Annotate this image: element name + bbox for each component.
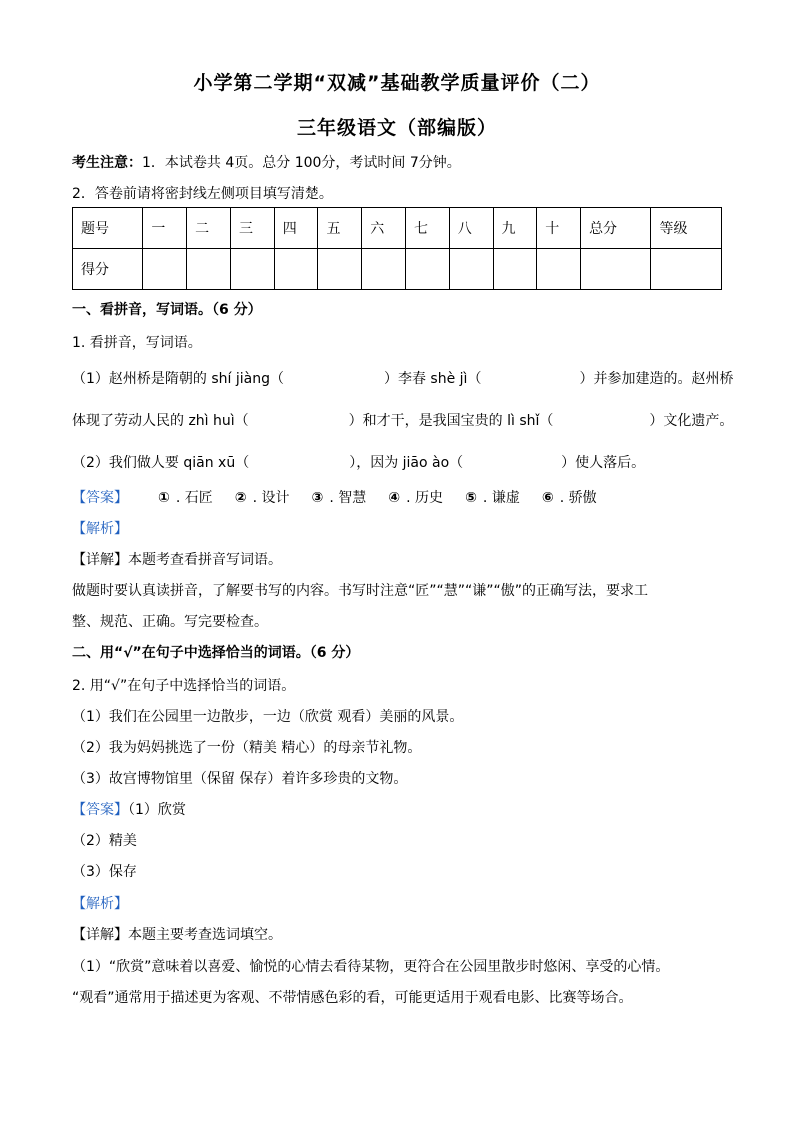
score-input-cell[interactable] <box>406 249 450 290</box>
table-cell: 得分 <box>73 249 143 290</box>
table-cell: 二 <box>187 208 231 249</box>
section-2-heading: 二、用“√”在句子中选择恰当的词语。（6 分） <box>72 645 360 661</box>
score-input-cell[interactable] <box>274 249 318 290</box>
score-input-cell[interactable] <box>651 249 722 290</box>
table-cell: 等级 <box>651 208 722 249</box>
answer-number: ③ <box>311 490 324 506</box>
answer-number: ① <box>158 490 170 506</box>
notice-line-2: 2．答卷前请将密封线左侧项目填写清楚。 <box>72 186 333 202</box>
score-input-cell[interactable] <box>143 249 187 290</box>
score-input-cell[interactable] <box>318 249 362 290</box>
question-1-title: 1. 看拼音，写词语。 <box>72 335 202 351</box>
question-1-line-1 <box>72 368 733 388</box>
answer-number: ④ <box>388 490 401 506</box>
table-cell: 七 <box>406 208 450 249</box>
score-input-cell[interactable] <box>493 249 537 290</box>
text-segment: ）李春 shè jì（ <box>383 371 482 387</box>
question-2-item-1: （1）我们在公园里一边散步，一边（欣赏 观看）美丽的风景。 <box>72 709 464 725</box>
text-segment: ），因为 jiāo ào（ <box>349 455 464 471</box>
score-input-cell[interactable] <box>581 249 651 290</box>
table-cell: 八 <box>449 208 493 249</box>
answer-number: ⑤ <box>465 490 477 506</box>
question-1-line-2 <box>72 410 733 430</box>
answer-text: （1）欣赏 <box>128 802 186 818</box>
table-cell: 总分 <box>581 208 651 249</box>
page-title: 小学第二学期“双减”基础教学质量评价（二） <box>193 72 601 94</box>
answer-line-2 <box>72 799 186 819</box>
table-cell: 一 <box>143 208 187 249</box>
answer-tag: 【答案】 <box>72 490 128 506</box>
detail-text: 本题主要考查选词填空。 <box>128 927 282 943</box>
text-segment: ）文化遗产。 <box>649 413 734 429</box>
question-1-line-3 <box>72 452 645 472</box>
table-cell: 十 <box>537 208 581 249</box>
question-2-item-3: （3）故宫博物馆里（保留 保存）着许多珍贵的文物。 <box>72 771 408 787</box>
answer-tag: 【答案】 <box>72 802 128 818</box>
question-2-item-2: （2）我为妈妈挑选了一份（精美 精心）的母亲节礼物。 <box>72 740 422 756</box>
text-segment: ）并参加建造的。赵州桥 <box>579 371 734 387</box>
answer-text: . 智慧 <box>329 490 367 506</box>
score-table <box>72 207 722 290</box>
page-subtitle: 三年级语文（部编版） <box>296 117 497 139</box>
table-cell: 九 <box>493 208 537 249</box>
score-input-cell[interactable] <box>449 249 493 290</box>
answer-text: . 历史 <box>406 490 444 506</box>
question-2-title: 2. 用“√”在句子中选择恰当的词语。 <box>72 678 296 694</box>
answer-text: （2）精美 <box>72 833 137 849</box>
score-input-cell[interactable] <box>362 249 406 290</box>
answer-number: ⑥ <box>541 490 554 506</box>
text-segment: （1）赵州桥是隋朝的 shí jiàng（ <box>72 371 284 387</box>
section-1-heading: 一、看拼音，写词语。（6 分） <box>72 302 262 318</box>
table-cell: 题号 <box>73 208 143 249</box>
table-cell: 五 <box>318 208 362 249</box>
detail-tag: 【详解】 <box>72 927 128 943</box>
text-segment: ）使人落后。 <box>561 455 646 471</box>
answer-text: . 谦虚 <box>482 490 520 506</box>
explanation-paragraph-2: “观看”通常用于描述更为客观、不带情感色彩的看，可能更适用于观看电影、比赛等场合。 <box>72 990 633 1006</box>
score-input-cell[interactable] <box>187 249 231 290</box>
answer-line-1 <box>72 487 619 507</box>
table-cell: 六 <box>362 208 406 249</box>
explanation-paragraph-1: （1）“欣赏”意味着以喜爱、愉悦的心情去看待某物，更符合在公园里散步时悠闲、享受的心情。 <box>72 959 670 975</box>
answer-number: ② <box>234 490 247 506</box>
answer-item <box>235 487 290 507</box>
text-segment: ）和才干，是我国宝贵的 lì shǐ（ <box>348 413 554 429</box>
answer-item <box>542 487 597 507</box>
answer-item <box>465 487 520 507</box>
answer-text: （3）保存 <box>72 864 137 880</box>
explanation-paragraph-1: 做题时要认真读拼音，了解要书写的内容。书写时注意“匠”“慧”“谦”“傲”的正确写法，要求工 <box>72 583 649 599</box>
answer-item <box>388 487 443 507</box>
score-input-cell[interactable] <box>230 249 274 290</box>
answer-text: . 石匠 <box>175 490 213 506</box>
answer-item <box>312 487 367 507</box>
table-cell: 三 <box>230 208 274 249</box>
detail-tag: 【详解】 <box>72 552 128 568</box>
detail-text: 本题考查看拼音写词语。 <box>128 552 282 568</box>
text-segment: （2）我们做人要 qiān xū（ <box>72 455 250 471</box>
text-segment: 体现了劳动人民的 zhì huì（ <box>72 413 249 429</box>
score-input-cell[interactable] <box>537 249 581 290</box>
detail-line <box>72 924 282 944</box>
answer-text: . 骄傲 <box>559 490 597 506</box>
answer-item <box>158 487 213 507</box>
notice-line-1 <box>72 152 461 172</box>
explanation-paragraph-2: 整、规范、正确。写完要检查。 <box>72 614 268 630</box>
notice-label: 考生注意： <box>72 155 142 171</box>
notice-text-1: 1．本试卷共 4页。总分 100分，考试时间 7分钟。 <box>142 155 461 171</box>
score-table-score-row <box>73 249 722 290</box>
analysis-tag: 【解析】 <box>72 521 128 537</box>
table-cell: 四 <box>274 208 318 249</box>
answer-text: . 设计 <box>252 490 290 506</box>
analysis-tag: 【解析】 <box>72 896 128 912</box>
score-table-header-row <box>73 208 722 249</box>
detail-line <box>72 549 282 569</box>
